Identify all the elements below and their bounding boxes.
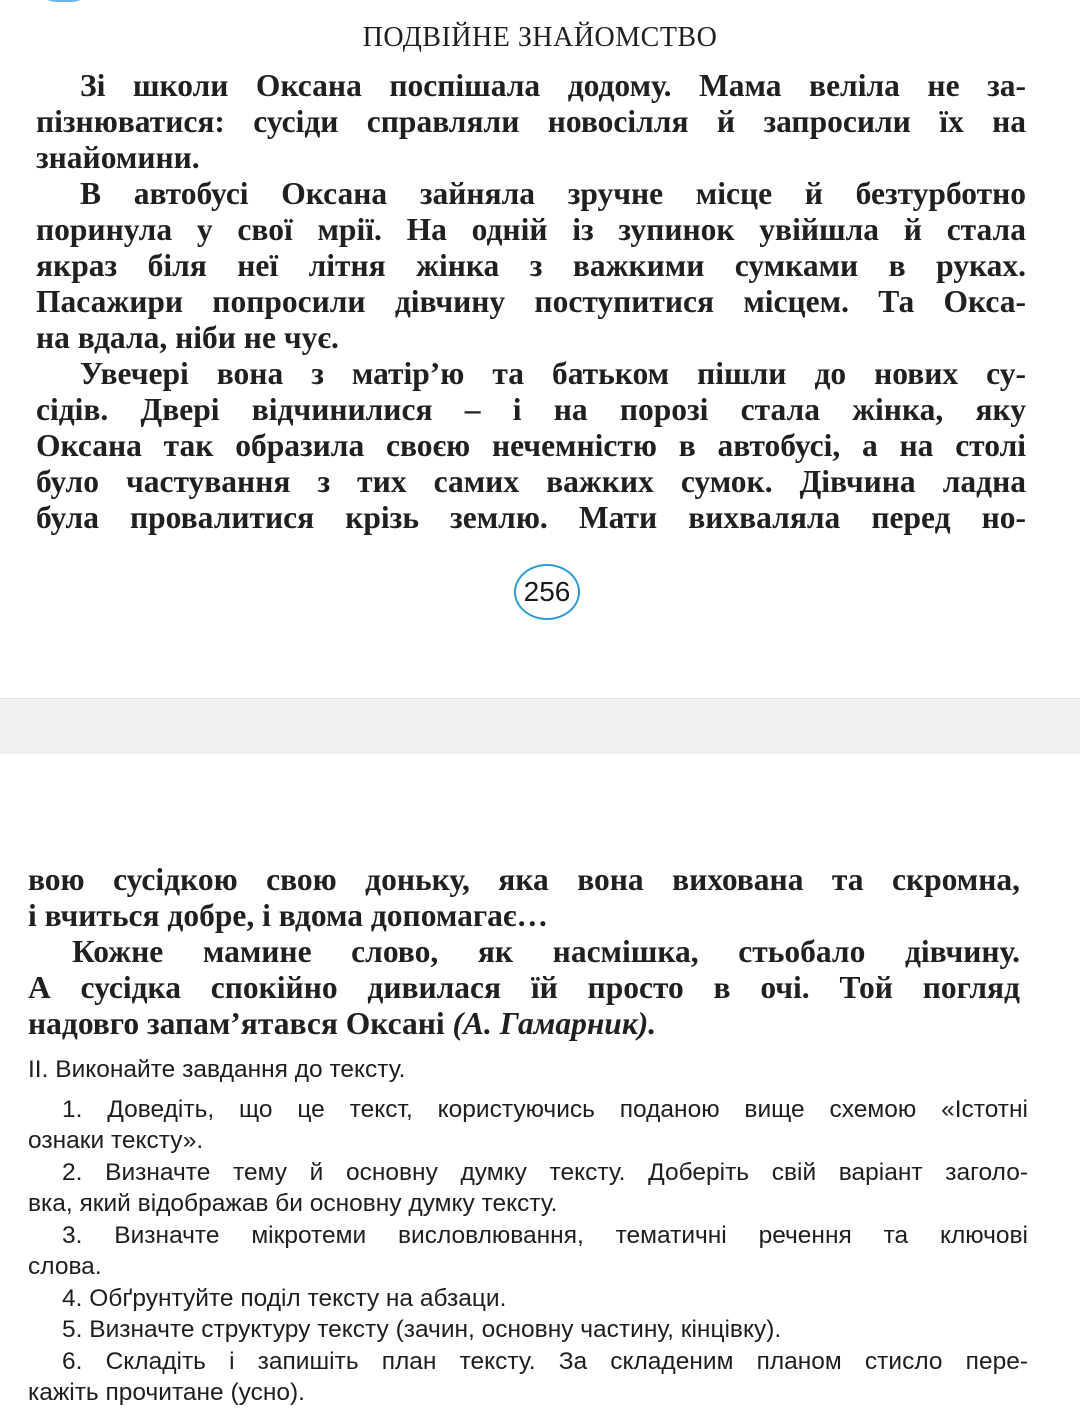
text-line: Оксана так образила своєю нечемністю в автобусі, а на столі [36, 428, 1026, 463]
task-item-continuation: ознаки тексту». [28, 1127, 204, 1154]
story-title: ПОДВІЙНЕ ЗНАЙОМСТВО [362, 22, 718, 53]
text-line: пізнюватися: сусіди справляли новосілля й запросили їх на [36, 104, 1026, 139]
text-line: на вдала, ніби не чує. [36, 320, 339, 355]
clipped-previous-line [0, 0, 1080, 4]
author-name: (А. Гамарник). [452, 1006, 657, 1041]
text-line: якраз біля неї літня жінка з важкими сумками в руках. [36, 248, 1026, 283]
task-item: 5. Визначте структуру тексту (зачин, основну частину, кінцівку). [62, 1316, 782, 1343]
blue-corner-marker [38, 0, 90, 2]
page-separator [0, 698, 1080, 755]
page-top [0, 0, 1080, 698]
text-line: Пасажири попросили дівчину поступитися місцем. Та Окса- [36, 284, 1026, 319]
text-line: вою сусідкою свою доньку, яка вона вихована та скромна, [28, 862, 1020, 897]
text-line: знайомини. [36, 140, 200, 175]
task-item: 3. Визначте мікротеми висловлювання, тематичні речення та ключові [62, 1221, 1028, 1249]
text-line: В автобусі Оксана зайняла зручне місце й безтурботно [80, 176, 1026, 211]
task-item-continuation: слова. [28, 1253, 102, 1280]
text-line-with-author [28, 1006, 1020, 1042]
text-line: сідів. Двері відчинилися – і на порозі стала жінка, яку [36, 392, 1026, 427]
text-line: було частування з тих самих важких сумок. Дівчина ладна [36, 464, 1026, 499]
text-line: і вчиться добре, і вдома допомагає… [28, 898, 549, 933]
text-line: поринула у свої мрії. На одній із зупинок увійшла й стала [36, 212, 1026, 247]
text-line: Кожне мамине слово, як насмішка, стьобало дівчину. [72, 934, 1020, 969]
task-section [28, 1054, 1028, 1409]
story-text-bottom [28, 862, 1020, 1042]
task-item: 6. Складіть і запишіть план тексту. За складеним планом стисло пере- [62, 1347, 1028, 1375]
text-line: Увечері вона з матір’ю та батьком пішли до нових су- [80, 356, 1026, 391]
task-item: 4. Обґрунтуйте поділ тексту на абзаци. [62, 1284, 507, 1312]
text-line: А сусідка спокійно дивилася їй просто в очі. Той погляд [28, 970, 1020, 1005]
task-item-continuation: кажіть прочитане (усно). [28, 1379, 305, 1406]
text-line: Зі школи Оксана поспішала додому. Мама веліла не за- [80, 68, 1026, 103]
text-line: була провалитися крізь землю. Мати вихваляла перед но- [36, 500, 1026, 535]
text-line-end: надовго запам’ятався Оксані [28, 1006, 445, 1041]
story-text-top [36, 68, 1026, 536]
page-bottom [0, 754, 1080, 1413]
task-heading: II. Виконайте завдання до тексту. [28, 1056, 406, 1083]
task-item: 1. Доведіть, що це текст, користуючись поданою вище схемою «Істотні [62, 1095, 1028, 1123]
page-number-badge: 256 [514, 564, 580, 620]
task-item: 2. Визначте тему й основну думку тексту. Доберіть свій варіант заголо- [62, 1158, 1028, 1186]
task-item-continuation: вка, який відображав би основну думку тексту. [28, 1190, 558, 1217]
